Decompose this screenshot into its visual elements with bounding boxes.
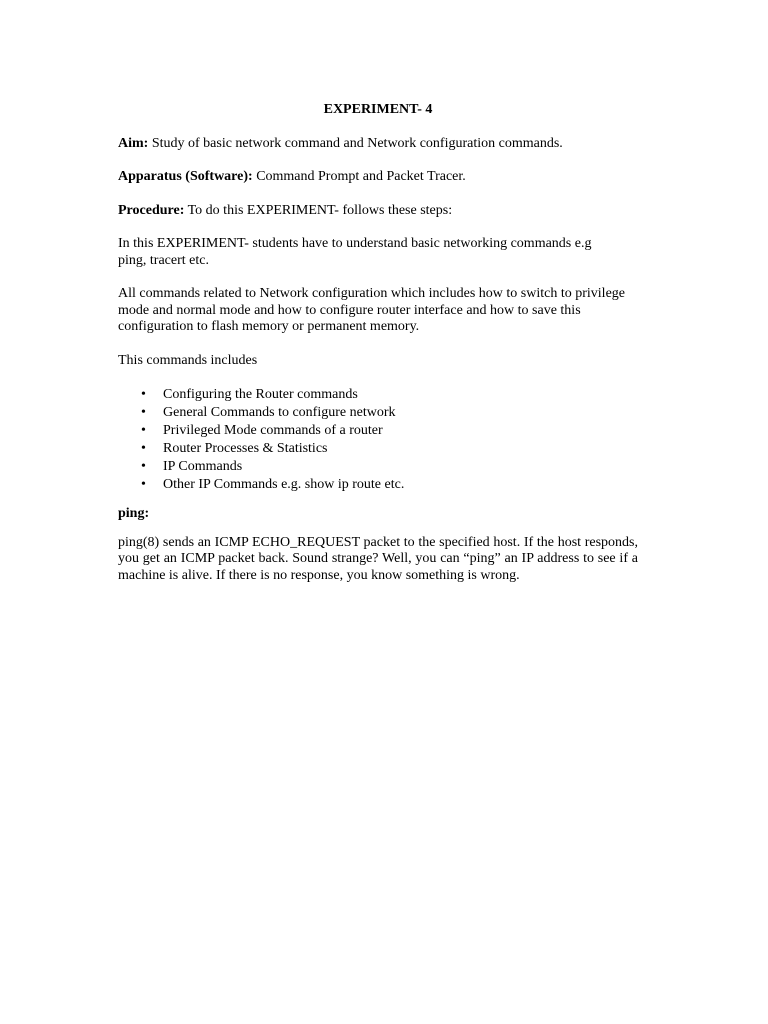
procedure-text: To do this EXPERIMENT- follows these steps: bbox=[184, 202, 453, 218]
list-item bbox=[141, 476, 638, 494]
para2-line-2: mode and normal mode and how to configure router interface and how to save this bbox=[118, 302, 581, 318]
list-item-text: General Commands to configure network bbox=[163, 405, 396, 420]
list-item bbox=[141, 440, 638, 458]
list-item-text: IP Commands bbox=[163, 459, 243, 474]
ping-description: ping(8) sends an ICMP ECHO_REQUEST packet to the specified host. If the host responds, you get an ICMP packet back. Sound strange? Well, you can “ping” an IP address to see if a machine is alive. If there is no response, you know something is wrong. bbox=[118, 534, 638, 583]
intro-paragraph-2 bbox=[118, 286, 638, 336]
document-page bbox=[118, 102, 638, 601]
intro-paragraph-1 bbox=[118, 236, 638, 269]
apparatus-text: Command Prompt and Packet Tracer. bbox=[252, 169, 466, 184]
list-item-text: Configuring the Router commands bbox=[163, 387, 358, 402]
aim-paragraph bbox=[118, 136, 638, 153]
para1-line-1: In this EXPERIMENT- students have to understand basic networking commands e.g bbox=[118, 236, 592, 251]
list-item-text: Privileged Mode commands of a router bbox=[163, 423, 383, 438]
list-item-text: Router Processes & Statistics bbox=[163, 441, 328, 456]
apparatus-paragraph bbox=[118, 169, 638, 186]
page-title: EXPERIMENT- 4 bbox=[323, 102, 433, 117]
bullet-icon: • bbox=[141, 441, 146, 456]
para1-line-2: ping, tracert etc. bbox=[118, 252, 209, 268]
para2-line-3: configuration to flash memory or permanent memory. bbox=[118, 319, 420, 334]
apparatus-label: Apparatus (Software): bbox=[118, 169, 253, 184]
bullet-icon: • bbox=[141, 477, 146, 492]
bullet-icon: • bbox=[141, 387, 146, 402]
list-item-text: Other IP Commands e.g. show ip route etc. bbox=[163, 477, 405, 492]
aim-text: Study of basic network command and Network configuration commands. bbox=[148, 135, 563, 151]
bullet-icon: • bbox=[141, 459, 146, 474]
procedure-label: Procedure: bbox=[118, 202, 185, 218]
list-item bbox=[141, 422, 638, 440]
para2-line-1: All commands related to Network configuration which includes how to switch to privilege bbox=[118, 286, 625, 301]
procedure-paragraph bbox=[118, 203, 638, 220]
list-item bbox=[141, 404, 638, 422]
aim-label: Aim: bbox=[118, 135, 149, 151]
bullet-icon: • bbox=[141, 405, 146, 420]
list-item bbox=[141, 458, 638, 476]
commands-list bbox=[118, 386, 638, 494]
ping-heading: ping: bbox=[118, 506, 150, 521]
commands-intro: This commands includes bbox=[118, 352, 258, 368]
bullet-icon: • bbox=[141, 423, 146, 438]
list-item bbox=[141, 386, 638, 404]
